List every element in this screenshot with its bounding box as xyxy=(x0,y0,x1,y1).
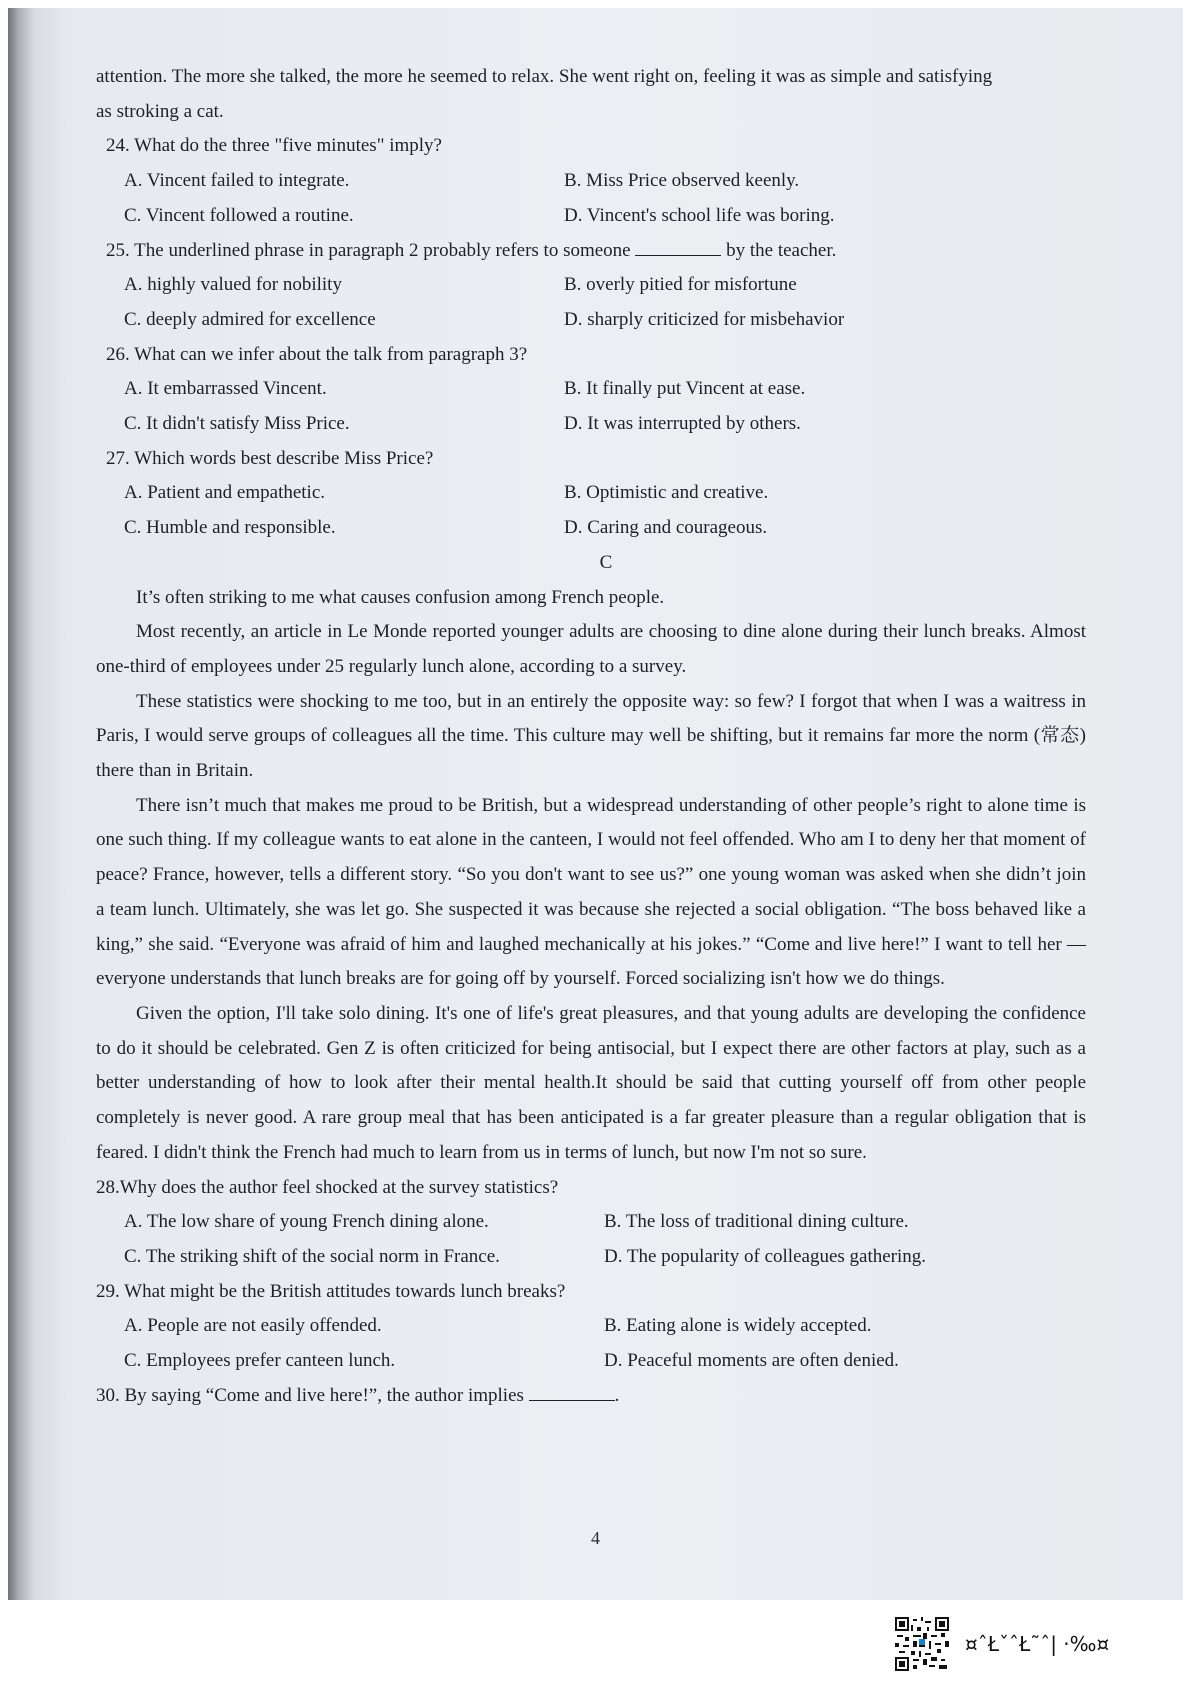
option-28-a: A. The low share of young French dining alone. xyxy=(124,1211,489,1233)
footer-text: ¤ˆŁˇˆŁ˜ˆ| ·‰¤ xyxy=(965,1632,1110,1656)
option-25-b: B. overly pitied for misfortune xyxy=(564,274,797,296)
question-25-stem-after: by the teacher. xyxy=(726,239,837,261)
option-28-d: D. The popularity of colleagues gathering. xyxy=(604,1245,927,1267)
option-26-c: C. It didn't satisfy Miss Price. xyxy=(124,413,350,435)
option-26-d: D. It was interrupted by others. xyxy=(564,413,801,435)
question-30 xyxy=(96,1379,1086,1414)
qr-code-icon[interactable] xyxy=(895,1617,949,1671)
option-27-d: D. Caring and courageous. xyxy=(564,517,768,539)
question-25-options-row-1 xyxy=(96,268,1086,303)
question-29-options-row-1 xyxy=(96,1309,1086,1344)
question-29-options-row-2 xyxy=(96,1344,1086,1379)
option-24-d: D. Vincent's school life was boring. xyxy=(564,204,835,226)
passage-c-paragraph-5: Given the option, I'll take solo dining. It's one of life's great pleasures, and that young adults are developing the confidence to do it should be celebrated. Gen Z is often criticized for being antisocial, but I expect there are other factors at play, such as a better understanding of how to look after their mental health.It should be said that cutting yourself off from other people completely is never good. A rare group meal that has been anticipated is a far greater pleasure than a regular obligation that is feared. I didn't think the French had much to learn from us in terms of lunch, but now I'm not so sure. xyxy=(96,1002,1086,1163)
question-27: 27. Which words best describe Miss Price? xyxy=(106,447,434,469)
question-28: 28.Why does the author feel shocked at the survey statistics? xyxy=(96,1176,559,1198)
question-24-options-row-2 xyxy=(96,199,1086,234)
question-30-stem-before: 30. By saying “Come and live here!”, the author implies xyxy=(96,1384,524,1406)
option-29-b: B. Eating alone is widely accepted. xyxy=(604,1315,872,1337)
passage-c-paragraph-4: There isn’t much that makes me proud to be British, but a widespread understanding of other people’s right to alone time is one such thing. If my colleague wants to eat alone in the canteen, I would not feel offended. Who am I to deny her that moment of peace? France, however, tells a different story. “So you don't want to see us?” one young woman was asked when she didn’t join a team lunch. Ultimately, she was let go. She suspected it was because she rejected a social obligation. “The boss behaved like a king,” she said. “Everyone was afraid of him and laughed mechanically at his jokes.” “Come and live here!” I want to tell her — everyone understands that lunch breaks are for going off by yourself. Forced socializing isn't how we do things. xyxy=(96,794,1086,990)
question-26-options-row-2 xyxy=(96,407,1086,442)
question-27-options-row-2 xyxy=(96,511,1086,546)
passage-c-paragraph-3: These statistics were shocking to me too, but in an entirely the opposite way: so few? I forgot that when I was a waitress in Paris, I would serve groups of colleagues all the time. This culture may well be shifting, but it remains far more the norm (常态) there than in Britain. xyxy=(96,690,1086,782)
question-25 xyxy=(96,234,1086,269)
answer-blank-30 xyxy=(529,1383,615,1401)
page-content xyxy=(96,60,1086,1413)
option-25-a: A. highly valued for nobility xyxy=(124,274,342,296)
option-25-d: D. sharply criticized for misbehavior xyxy=(564,308,845,330)
question-30-stem-after: . xyxy=(614,1384,620,1406)
option-29-d: D. Peaceful moments are often denied. xyxy=(604,1350,899,1372)
option-27-b: B. Optimistic and creative. xyxy=(564,482,769,504)
option-29-a: A. People are not easily offended. xyxy=(124,1315,382,1337)
option-28-c: C. The striking shift of the social norm in France. xyxy=(124,1245,500,1267)
answer-blank-25 xyxy=(635,237,721,255)
option-28-b: B. The loss of traditional dining culture. xyxy=(604,1211,909,1233)
option-29-c: C. Employees prefer canteen lunch. xyxy=(124,1350,396,1372)
option-26-a: A. It embarrassed Vincent. xyxy=(124,378,327,400)
question-26: 26. What can we infer about the talk from paragraph 3? xyxy=(106,343,528,365)
option-25-c: C. deeply admired for excellence xyxy=(124,308,376,330)
question-28-options-row-2 xyxy=(96,1240,1086,1275)
option-24-b: B. Miss Price observed keenly. xyxy=(564,170,800,192)
option-27-c: C. Humble and responsible. xyxy=(124,517,336,539)
option-24-a: A. Vincent failed to integrate. xyxy=(124,170,350,192)
question-25-options-row-2 xyxy=(96,303,1086,338)
question-29: 29. What might be the British attitudes towards lunch breaks? xyxy=(96,1280,566,1302)
section-c-heading: C xyxy=(599,551,613,573)
option-24-c: C. Vincent followed a routine. xyxy=(124,204,354,226)
option-26-b: B. It finally put Vincent at ease. xyxy=(564,378,806,400)
passage-c-paragraph-1: It’s often striking to me what causes confusion among French people. xyxy=(136,586,665,608)
page-number: 4 xyxy=(591,1528,600,1548)
question-27-options-row-1 xyxy=(96,476,1086,511)
question-28-options-row-1 xyxy=(96,1205,1086,1240)
passage-c-paragraph-2: Most recently, an article in Le Monde reported younger adults are choosing to dine alone during their lunch breaks. Almost one-third of employees under 25 regularly lunch alone, according to a survey. xyxy=(96,621,1086,677)
intro-line-1: attention. The more she talked, the more he seemed to relax. She went right on, feeling it was as simple and satisfying xyxy=(96,66,993,87)
question-25-stem-before: 25. The underlined phrase in paragraph 2 probably refers to someone xyxy=(106,239,631,261)
exam-page xyxy=(8,8,1183,1600)
question-24-options-row-1 xyxy=(96,164,1086,199)
question-26-options-row-1 xyxy=(96,372,1086,407)
option-27-a: A. Patient and empathetic. xyxy=(124,482,326,504)
footer xyxy=(895,1616,1109,1672)
intro-line-2: as stroking a cat. xyxy=(96,100,224,122)
question-24: 24. What do the three "five minutes" imply? xyxy=(106,135,442,157)
